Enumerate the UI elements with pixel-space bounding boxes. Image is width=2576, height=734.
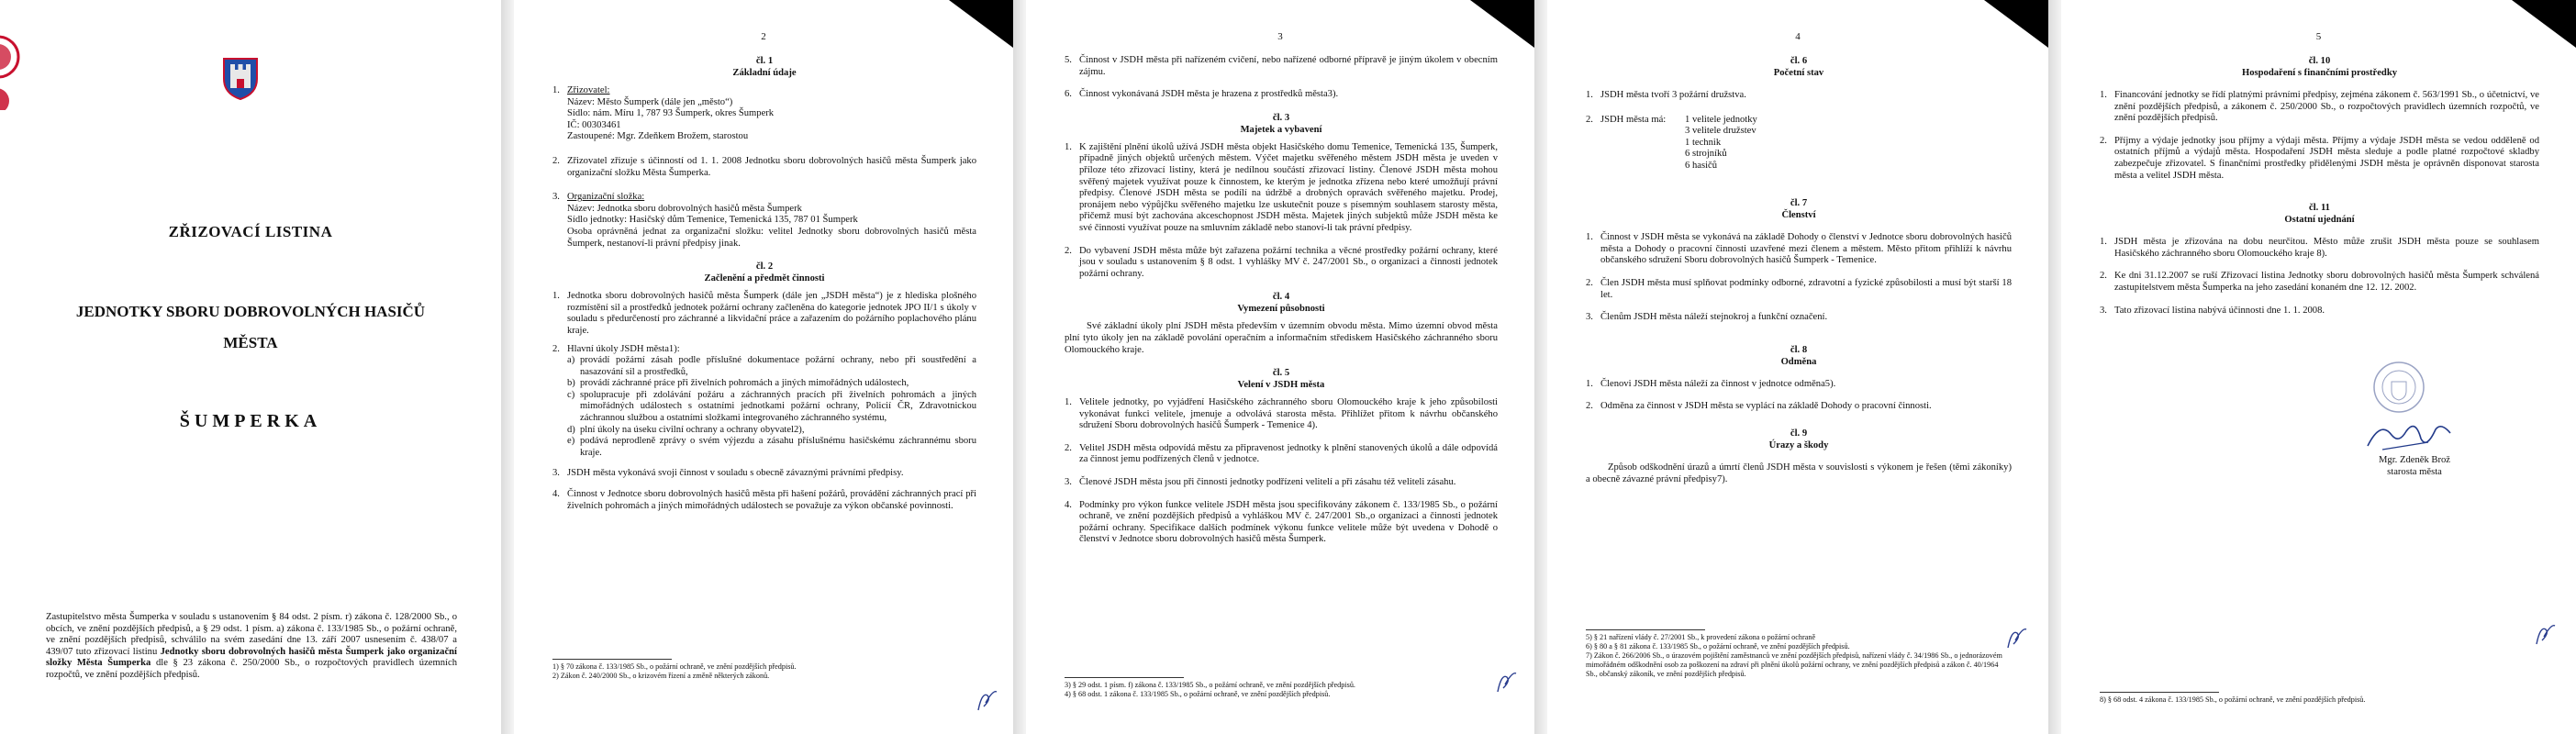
article-11-item-1: 1. JSDH města je zřizována na dobu neurčitou. Město může zrušit JSDH města pouze se souhlasem Hasičského záchranného sboru Olomouckého kraje 8).: [2100, 237, 2539, 259]
article-10-number: čl. 10: [2308, 56, 2331, 66]
article-5-item-3: 3. Členové JSDH města jsou při činnosti jednotky podřízeni velitelí a při zásahu též veliteli zásahu.: [1065, 477, 1456, 488]
page-number: 2: [761, 31, 766, 42]
initials-signature: [2002, 624, 2030, 651]
article-4-heading: Vymezení působnosti: [1237, 304, 1325, 315]
page-gap: [1534, 0, 1547, 734]
article-7-item-3: 3. Členům JSDH města náleží stejnokroj a funkční označení.: [1586, 312, 1828, 323]
article-8-item-1: 1. Členovi JSDH města náleží za činnost v jednotce odměna5).: [1586, 378, 1836, 389]
article-9-number: čl. 9: [1790, 428, 1808, 439]
document-title: ZŘIZOVACÍ LISTINA: [168, 223, 333, 240]
article-2-item-2: 2. Hlavní úkoly JSDH města1): a) provádí požární zásah podle příslušné dokumentace požární ochrany, nebo při soustředění a nasazování sil a prostředků, b) provádí záchranné práce při živelních pohromách a jiných mimořádných událostech, c) spolupracuje při zdolávání požáru a záchranných pracích při živelních pohromách a jiných mimořádných událostech s ostatními jednotkami požární ochrany, Policií ČR, Zdravotnickou záchrannou službou a ostatními složkami integrovaného záchranného systému, d) plní úkoly na úseku civilní ochrany a ochrany obyvatel2), e) podává neprodleně zprávy o svém výjezdu a zásahu příslušnému hasičskému záchrannému sboru kraje.: [552, 343, 976, 458]
article-11-number: čl. 11: [2309, 203, 2330, 214]
article-3-item-1: 1. K zajištění plnění úkolů užívá JSDH města objekt Hasičského domu Temenice, Temenická 135, Šumperk, případně jiných objektů určených městem. Výčet majetku svěřeného městem JSDH města je uveden v příloze této zřizovací listiny, která je nedílnou součástí zřizovací listiny. Členové JSDH města mohou svěřený majetek využívat pouze k činnostem, ke kterým je jednotka zřízena nebo které umožňují právní předpisy. Členové JSDH města se podílí na údržbě a drobných opravách svěřeného majetku. Prodej, pronájem nebo výpůjčku svěřeného majetku lze uskutečnit pouze s písemným souhlasem starosty města, přičemž musí být zachována akceschopnost JSDH města. Majetek jiných subjektů může JSDH města ke své činnosti využívat pouze na smluvním základě nebo stanoví-li tak právní předpisy.: [1065, 141, 1498, 233]
article-9-text: Způsob odškodnění úrazů a úmrtí členů JSDH města v souvislosti s výkonem je řešen (těmi zákoníky) a obecně závazné právní předpisy7).: [1586, 462, 2012, 484]
article-2-number: čl. 2: [755, 261, 774, 272]
article-8-item-2: 2. Odměna za činnost v JSDH města se vyplácí na základě Dohody o pracovní činnosti.: [1586, 401, 1932, 412]
document-page-5: [2061, 0, 2576, 734]
article-4-number: čl. 4: [1272, 292, 1290, 303]
official-round-stamp: [2371, 360, 2426, 415]
article-1-item-2: 2. Zřizovatel zřizuje s účinností od 1. 1. 2008 Jednotku sboru dobrovolných hasičů města Šumperk jako organizační složku Města Šumperka.: [552, 155, 976, 178]
article-7-heading: Členství: [1781, 210, 1816, 221]
article-3-item-2: 2. Do vybavení JSDH města může být zařazena požární technika a věcné prostředky požární ochrany, které jsou v souladu s ustanovením § 8 odst. 1 vyhlášky MV č. 247/2001 Sb., o organizaci a činnosti jednotek požární ochrany.: [1065, 245, 1498, 279]
article-2-item-1: 1. Jednotka sboru dobrovolných hasičů města Šumperk (dále jen „JSDH města“) je z hlediska plošného rozmístění sil a prostředků jednotek požární ochrany začleněna do kategorie jednotek JPO II/1 s úkoly v souladu s předurčeností pro záchranné a likvidační práce a zařazením do požárního poplachového plánu kraje.: [552, 291, 976, 336]
article-5-item-1: 1. Velitele jednotky, po vyjádření Hasičského záchranného sboru Olomouckého kraje k jeho způsobilosti vykonávat funkci velitele, jmenuje a odvolává starosta města. Přihlížet přitom k návrhu občanského sdružení Sboru dobrovolných hasičů Šumperk - Temenice 4).: [1065, 397, 1498, 431]
article-5-heading: Velení v JSDH města: [1237, 380, 1325, 391]
page-gap: [2048, 0, 2061, 734]
article-2-item-6: 6. Činnost vykonávaná JSDH města je hrazena z prostředků města3).: [1065, 89, 1339, 100]
article-10-heading: Hospodaření s finančními prostředky: [2241, 68, 2398, 78]
duty-e: e) podává neprodleně zprávy o svém výjezdu a zásahu příslušnému hasičskému záchrannému sboru kraje.: [567, 436, 976, 458]
article-6-item-2: 2. JSDH města má: 1 velitele jednotky 3 velitele družstev 1 technik 6 strojníků 6 hasičů: [1586, 114, 1757, 171]
initials-signature: [973, 686, 1000, 714]
duty-a: a) provádí požární zásah podle příslušné dokumentace požární ochrany, nebo při soustředění a nasazování sil a prostředků,: [567, 355, 976, 377]
document-page-3: [1026, 0, 1534, 734]
document-subtitle-line-1: JEDNOTKY SBORU DOBROVOLNÝCH HASIČŮ: [75, 303, 426, 320]
article-2-item-4: 4. Činnost v Jednotce sboru dobrovolných hasičů města při hašení požárů, provádění záchranných prací při živelních pohromách a jiných mimořádných událostech se považuje za výkon občanské povinnosti.: [552, 489, 976, 511]
duty-b: b) provádí záchranné práce při živelních pohromách a jiných mimořádných událostech,: [567, 378, 909, 389]
document-page-1: [0, 0, 501, 734]
article-2-heading: Začlenění a předmět činnosti: [704, 273, 825, 284]
footnotes: 5) § 21 nařízení vlády č. 27/2001 Sb., k provedení zákona o požární ochraně 6) § 80 a § 81 zákona č. 133/1985 Sb., o požární ochraně, ve znění pozdějších předpisů. 7) Zákon č. 266/2006 Sb., o úrazovém pojištění zaměstnanců ve znění pozdějších předpisů, nařízení vlády č. 34/1986 Sb., o jednorázovém mimořádném odškodnění osob za poškození na zdraví při plnění úkolů požární ochrany, ve znění pozdějších předpisů a zákon č. 40/1964 Sb., občanský zákoník, ve znění pozdějších předpisů.: [1586, 629, 2012, 679]
article-1-number: čl. 1: [755, 56, 774, 66]
duty-c: c) spolupracuje při zdolávání požáru a záchranných pracích při živelních pohromách a jiných mimořádných událostech s ostatními jednotkami požární ochrany, Policií ČR, Zdravotnickou záchrannou službou a ostatními složkami integrovaného záchranného systému,: [567, 389, 976, 424]
mayor-signature: [2364, 415, 2456, 455]
article-9-heading: Úrazy a škody: [1768, 439, 1829, 450]
article-5-item-2: 2. Velitel JSDH města odpovídá městu za připravenost jednotky k plnění stanovených úkolů a dále odpovídá za činnost jemu podřízených členů v jednotce.: [1065, 442, 1498, 465]
article-10-item-1: 1. Financování jednotky se řídí platnými právními předpisy, zejména zákonem č. 563/1991 Sb., o účetnictví, ve znění pozdějších předpisů, a zákonem č. 250/2000 Sb., o rozpočtových pravidlech územních rozpočtů, ve znění pozdějších předpisů.: [2100, 90, 2539, 124]
document-subtitle-line-2: MĚSTA: [223, 334, 278, 351]
article-11-item-2: 2. Ke dni 31.12.2007 se ruší Zřizovací listina Jednotky sboru dobrovolných hasičů města Šumperk schválená zastupitelstvem města Šumperka na jeho zasedání konaném dne 12. 12. 2002.: [2100, 271, 2539, 293]
signer-name: Mgr. Zdeněk Brož: [2379, 455, 2450, 465]
page-number: 3: [1277, 31, 1283, 42]
city-coat-of-arms: [222, 57, 259, 101]
document-page-2: [514, 0, 1013, 734]
red-seal-stamp: [0, 28, 29, 110]
article-5-item-4: 4. Podmínky pro výkon funkce velitele JSDH města jsou specifikovány zákonem č. 133/1985 Sb., o požární ochraně, ve znění pozdějších předpisů a vyhláškou MV č. 247/2001 Sb.,o organizaci a činnosti jednotek požární ochrany. Specifikace dalších podmínek výkonu funkce velitele může být uvedena v Dohodě o členství v Jednotce sboru dobrovolných hasičů města Šumperk.: [1065, 499, 1498, 545]
city-name: ŠUMPERKA: [179, 411, 322, 431]
page-gap: [501, 0, 514, 734]
preamble: Zastupitelstvo města Šumperka v souladu s ustanovením § 84 odst. 2 písm. r) zákona č. 128/2000 Sb., o obcích, ve znění pozdějších předpisů, a § 29 odst. 1 písm. a) zákona č. 133/1985 Sb., o požární ochraně, ve znění pozdějších předpisů, schválilo na svém zasedání dne 13. září 2007 usnesením č. 438/07 a 439/07 tuto zřizovací listinu Jednotky sboru dobrovolných hasičů města Šumperk jako organizační složky Města Šumperka dle § 23 zákona č. 250/2000 Sb., o rozpočtových pravidlech územních rozpočtů, ve znění pozdějších předpisů.: [46, 612, 457, 680]
article-10-item-2: 2. Příjmy a výdaje jednotky jsou příjmy a výdaji města. Příjmy a výdaje JSDH města se vedou odděleně od ostatních příjmů a výdajů města. Hospodaření JSDH města sleduje a podle platné rozpočtové skladby zabezpečuje zřizovatel. S finančními prostředky přidělenými JSDH města je oprávněn disponovat starosta města a velitel JSDH města.: [2100, 135, 2539, 181]
page-gap: [1013, 0, 1026, 734]
initials-signature: [2531, 620, 2559, 648]
article-8-number: čl. 8: [1790, 344, 1808, 355]
article-2-item-5: 5. Činnost v JSDH města při nařízeném cvičení, nebo nařízené odborné přípravě je jiným úkolem v obecním zájmu.: [1065, 55, 1498, 77]
article-6-item-1: 1. JSDH města tvoří 3 požární družstva.: [1586, 90, 1746, 100]
page-number: 4: [1795, 31, 1801, 42]
article-1-heading: Základní údaje: [732, 68, 797, 78]
article-7-item-2: 2. Člen JSDH města musí splňovat podmínky odborné, zdravotní a fyzické způsobilosti a musí být starší 18 let.: [1586, 277, 2012, 300]
article-6-heading: Početní stav: [1773, 68, 1824, 78]
article-8-heading: Odměna: [1780, 356, 1817, 367]
article-11-heading: Ostatní ujednání: [2284, 215, 2355, 226]
signer-role: starosta města: [2387, 467, 2442, 477]
article-11-item-3: 3. Tato zřizovací listina nabývá účinnosti dne 1. 1. 2008.: [2100, 305, 2325, 316]
article-3-number: čl. 3: [1272, 112, 1290, 123]
document-page-4: [1547, 0, 2048, 734]
article-3-heading: Majetek a vybavení: [1240, 124, 1322, 135]
article-4-text: Své základní úkoly plní JSDH města především v územním obvodu města. Mimo územní obvod města plní tyto úkoly jen na základě povolání operačním a informačním střediskem Hasičského záchranného sboru Olomouckého kraje.: [1065, 321, 1498, 355]
article-7-item-1: 1. Činnost v JSDH města se vykonává na základě Dohody o členství v Jednotce sboru dobrovolných hasičů města a Dohody o pracovní činnosti uzavřené mezi členem a městem. Město přitom přihlíží k návrhu občanského sdružení Sboru dobrovolných hasičů Šumperk - Temenice.: [1586, 232, 2012, 266]
article-5-number: čl. 5: [1272, 368, 1290, 379]
article-7-number: čl. 7: [1790, 198, 1808, 209]
article-1-item-3: 3. Organizační složka: Název: Jednotka sboru dobrovolných hasičů města Šumperk Sídlo jednotky: Hasičský dům Temenice, Temenická 135, 787 01 Šumperk Osoba oprávněná jednat za organizační složku: velitel Jednotky sboru dobrovolných hasičů města Šumperk, nestanoví-li právní předpisy jinak.: [552, 192, 976, 249]
page-number: 5: [2315, 31, 2322, 42]
article-2-item-3: 3. JSDH města vykonává svoji činnost v souladu s obecně závaznými právními předpisy.: [552, 468, 904, 479]
footnotes: 1) § 70 zákona č. 133/1985 Sb., o požární ochraně, ve znění pozdějších předpisů. 2) Zákon č. 240/2000 Sb., o krizovém řízení a změně některých zákonů.: [552, 659, 976, 681]
duty-d: d) plní úkoly na úseku civilní ochrany a ochrany obyvatel2),: [567, 424, 805, 435]
footnotes: 3) § 29 odst. 1 písm. f) zákona č. 133/1985 Sb., o požární ochraně, ve znění pozdějších předpisů. 4) § 68 odst. 1 zákona č. 133/1985 Sb., o požární ochraně, ve znění pozdějších předpisů.: [1065, 677, 1498, 699]
footnotes: 8) § 68 odst. 4 zákona č. 133/1985 Sb., o požární ochraně, ve znění pozdějších předpisů.: [2100, 692, 2539, 705]
initials-signature: [1492, 668, 1520, 695]
article-6-number: čl. 6: [1790, 56, 1808, 66]
article-1-item-1: 1. Zřizovatel: Název: Město Šumperk (dále jen „město“) Sídlo: nám. Míru 1, 787 93 Šumperk, okres Šumperk IČ: 00303461 Zastoupené: Mgr. Zdeňkem Brožem, starostou: [552, 85, 775, 142]
